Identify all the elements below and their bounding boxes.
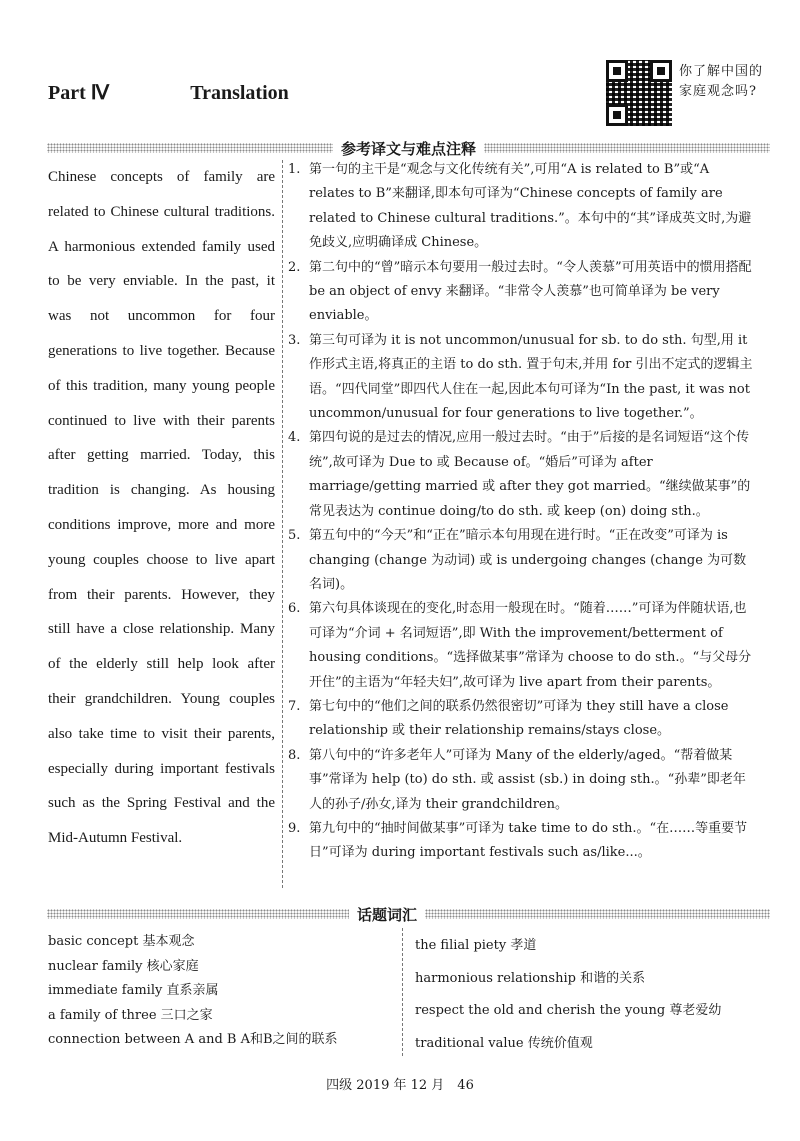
dotted-rule xyxy=(425,909,770,919)
vocab-item: the filial piety 孝道 xyxy=(415,938,537,953)
vocab-item: basic concept 基本观念 xyxy=(48,934,195,949)
vocab-item: respect the old and cherish the young 尊老爱幼 xyxy=(415,1003,722,1019)
note-item: 1. 第一句的主干是“观念与文化传统有关”,可用“A is related to B”或“A relates to B”来翻译,即本句可译为“Chinese concepts of family are related to Chinese cultural traditions.”。本句中的“其”译成英文时,为避免歧义,应明确译成 Chinese。 xyxy=(288,162,752,251)
section-title: Translation xyxy=(190,82,289,104)
vocab-item: a family of three 三口之家 xyxy=(48,1007,213,1023)
note-item: 9. 第九句中的“抽时间做某事”可译为 take time to do sth.。“在……等重要节日”可译为 during important festivals such as/like...。 xyxy=(288,820,748,861)
qr-caption: 你了解中国的家庭观念吗? xyxy=(679,64,764,99)
vocab-list-left xyxy=(48,930,398,1053)
notes-section-title: 参考译文与难点注释 xyxy=(341,139,477,158)
vocab-section-title: 话题词汇 xyxy=(357,905,418,924)
note-item: 3. 第三句可译为 it is not uncommon/unusual for sb. to do sth. 句型,用 it 作形式主语,将真正的主语 to do sth. 置于句末,并用 for 引出不定式的逻辑主语。“四代同堂”即四代人住在一起,因此本句可译为“In the past, it was not uncommon/unusual for four generations to live together.”。 xyxy=(288,332,753,422)
note-item: 5. 第五句中的“今天”和“正在”暗示本句用现在进行时。“正在改变”可译为 is changing (change 为动词) 或 is undergoing changes (change 为可数名词)。 xyxy=(288,528,747,592)
column-divider xyxy=(282,160,284,888)
note-item: 2. 第二句中的“曾”暗示本句要用一般过去时。“令人羡慕”可用英语中的惯用搭配 be an object of envy 来翻译。“非常令人羡慕”也可简单译为 be very enviable。 xyxy=(288,259,752,324)
vocab-item: connection between A and B A和B之间的联系 xyxy=(48,1032,338,1048)
dotted-rule xyxy=(47,143,333,153)
page-footer: 四级 2019 年 12 月 46 xyxy=(326,1078,474,1093)
note-item: 4. 第四句说的是过去的情况,应用一般过去时。“由于”后接的是名词短语“这个传统”,故可译为 Due to 或 Because of。“婚后”可译为 after marriage/getting married 或 after they got married。“继续做某事”的常见表达为 continue doing/to do sth. 或 keep (on) doing sth.。 xyxy=(288,430,751,519)
part-label: Part Ⅳ xyxy=(48,82,110,104)
vocab-section-header xyxy=(47,905,770,923)
vocab-item: nuclear family 核心家庭 xyxy=(48,958,199,974)
note-item: 6. 第六句具体谈现在的变化,时态用一般现在时。“随着……”可译为伴随状语,也可译为“介词 + 名词短语”,即 With the improvement/betterment of housing conditions。“选择做某事”常译为 choose to do sth.。“与父母分开住”的主语为“年轻夫妇”,故可译为 live apart from their parents。 xyxy=(288,601,752,690)
part-heading xyxy=(48,80,289,105)
vocab-item: traditional value 传统价值观 xyxy=(415,1035,593,1051)
dotted-rule xyxy=(47,909,349,919)
dotted-rule xyxy=(484,143,770,153)
notes-list xyxy=(288,158,754,866)
column-divider xyxy=(402,928,404,1056)
note-item: 8. 第八句中的“许多老年人”可译为 Many of the elderly/aged。“帮着做某事”常译为 help (to) do sth. 或 assist (sb.) in doing sth.。“孙辈”即老年人的孙子/孙女,译为 their grandchildren。 xyxy=(288,747,746,812)
note-item: 7. 第七句中的“他们之间的联系仍然很密切”可译为 they still have a close relationship 或 their relationship remains/stays close。 xyxy=(288,698,729,739)
vocab-item: immediate family 直系亲属 xyxy=(48,983,219,999)
qr-code-icon xyxy=(606,60,672,126)
vocab-item: harmonious relationship 和谐的关系 xyxy=(415,970,646,986)
notes-section-header xyxy=(47,139,770,157)
vocab-list-right xyxy=(415,930,775,1060)
reference-translation: Chinese concepts of family are related to Chinese cultural traditions. A harmonious extended family used to be very enviable. In the past, it was not uncommon for four generations to live together. Because of this tradition, many young people continued to live with their parents after getting married. Today, this tradition is changing. As housing conditions improve, more and more young couples choose to live apart from their parents. However, they still have a close relationship. Many of the elderly still help look after their grandchildren. Young couples also take time to visit their parents, especially during important festivals such as the Spring Festival and the Mid-Autumn Festival. xyxy=(48,169,275,847)
